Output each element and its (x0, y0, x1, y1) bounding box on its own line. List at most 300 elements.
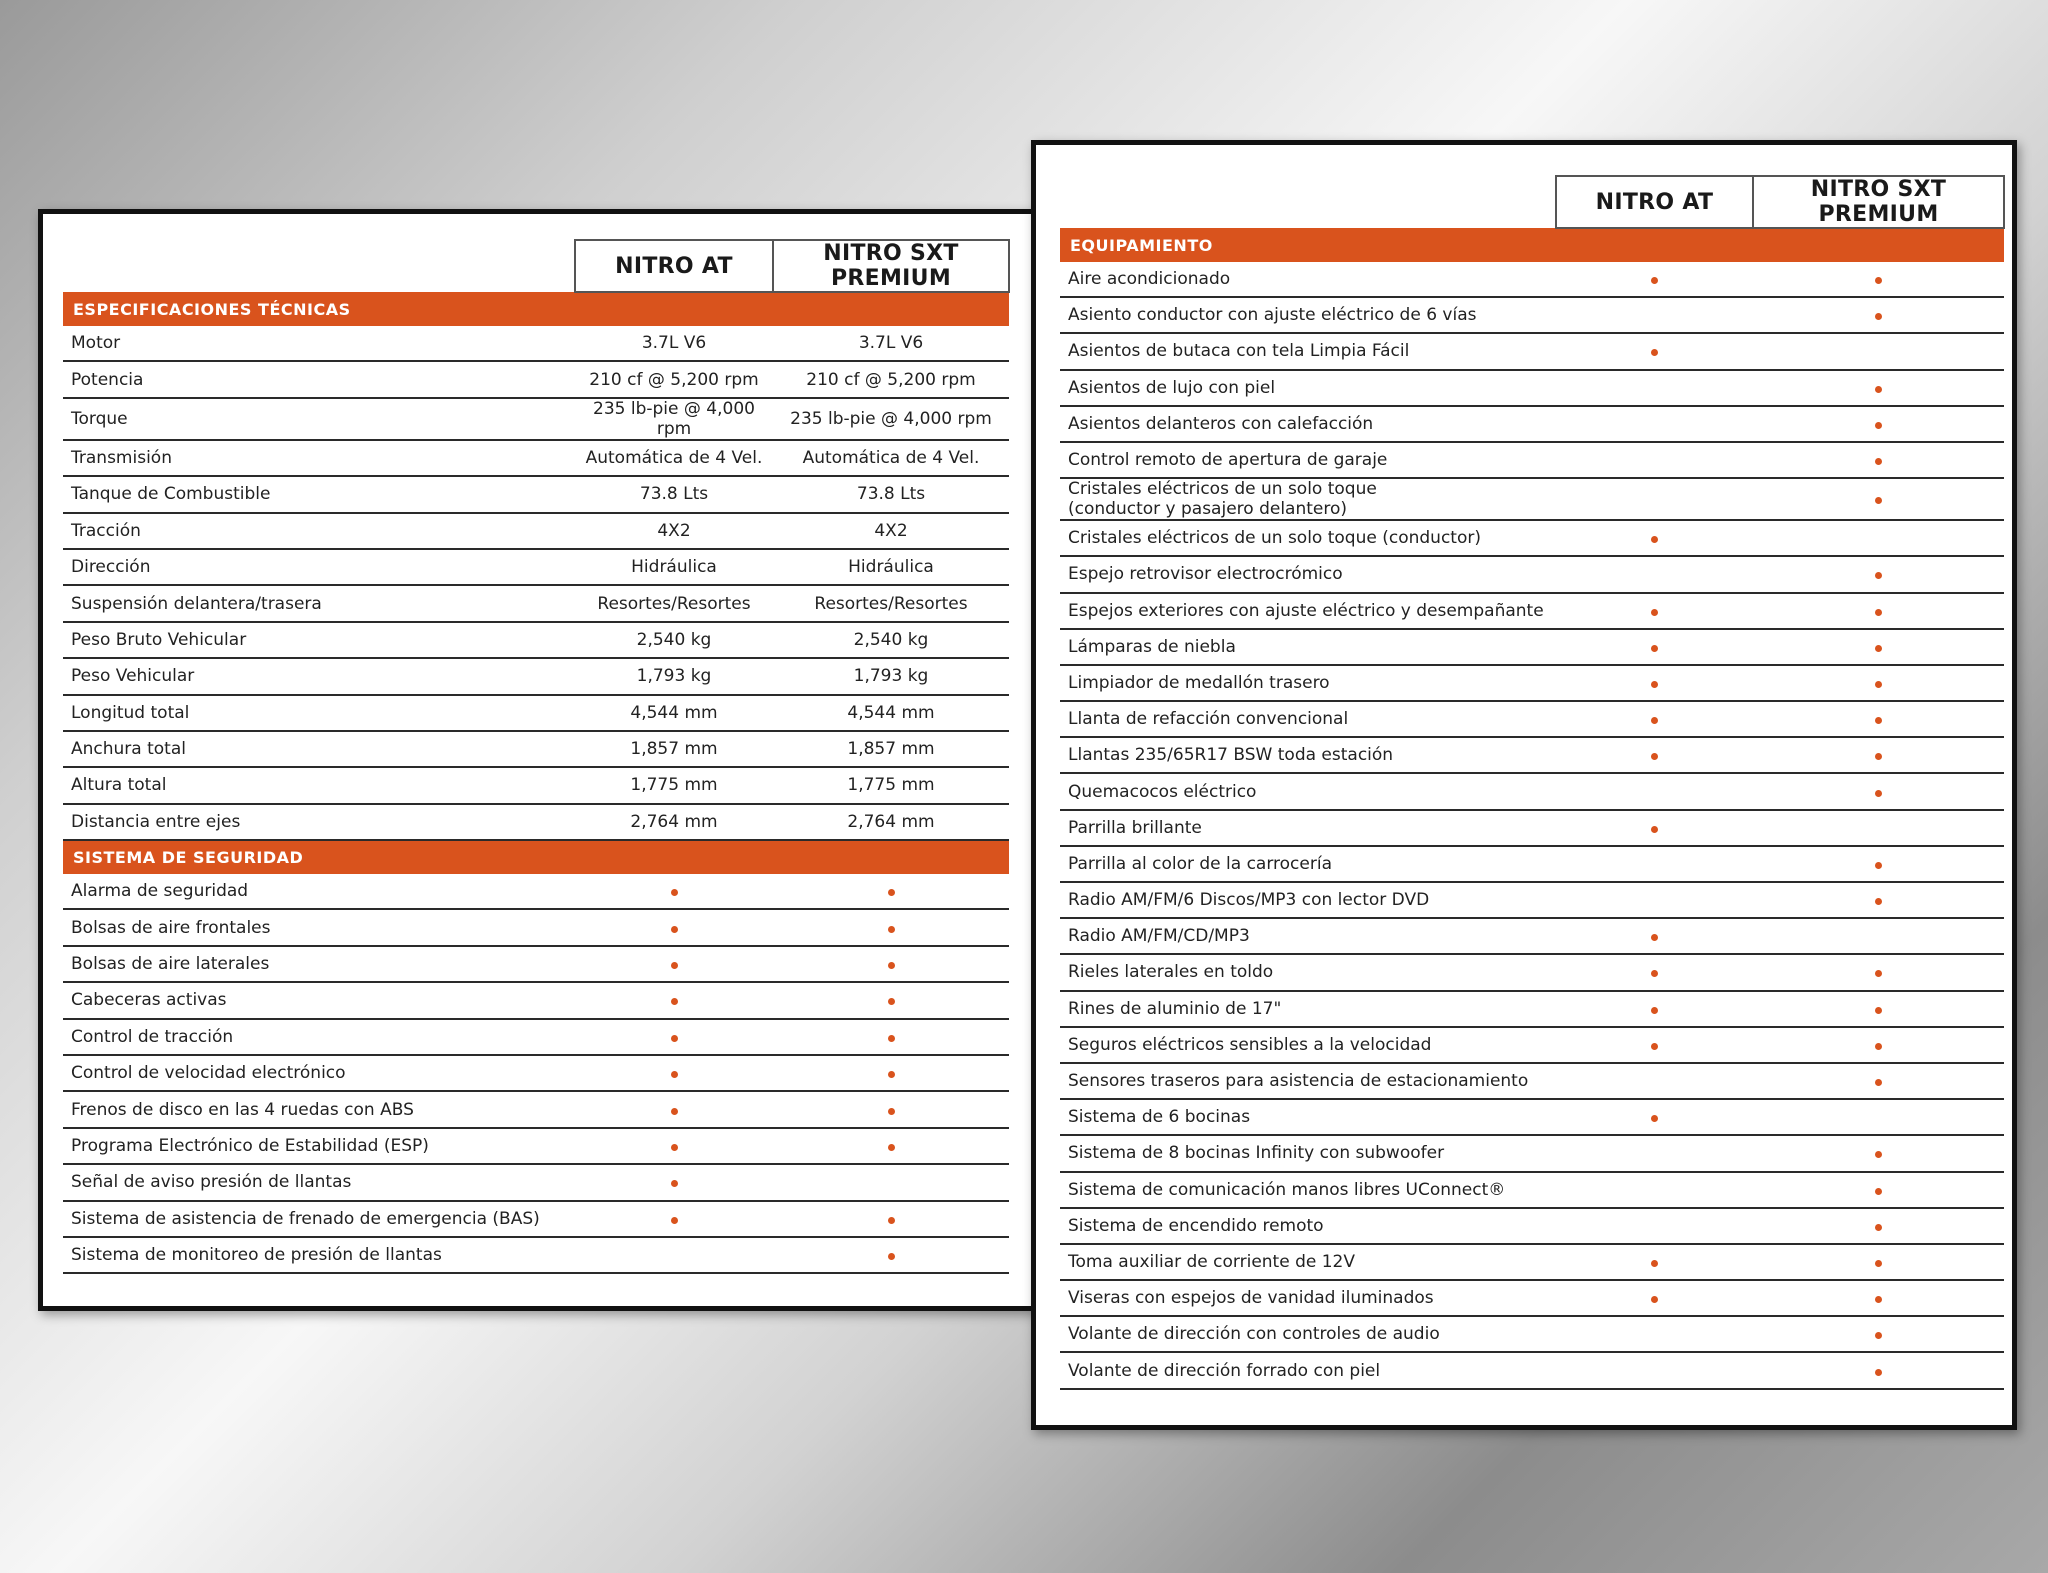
row-label: Asientos de lujo con piel (1060, 370, 1556, 406)
value-sxt: Automática de 4 Vel. (773, 440, 1009, 476)
feature-at (575, 1237, 773, 1273)
table-row (1060, 991, 2004, 1027)
included-bullet-icon (1651, 1296, 1658, 1303)
row-label: Parrilla al color de la carrocería (1060, 846, 1556, 882)
table-row (1060, 333, 2004, 369)
feature-at (1556, 593, 1753, 629)
feature-sxt (1753, 1208, 2004, 1244)
table-row (63, 695, 1009, 731)
table-row (63, 1164, 1009, 1200)
feature-at (1556, 1172, 1753, 1208)
feature-at (1556, 556, 1753, 592)
table-row (1060, 406, 2004, 442)
row-label: Sistema de asistencia de frenado de emergencia (BAS) (63, 1201, 575, 1237)
table-row (1060, 773, 2004, 809)
table-row (1060, 478, 2004, 520)
feature-at (575, 1055, 773, 1091)
row-label: Anchura total (63, 731, 575, 767)
included-bullet-icon (671, 1144, 678, 1151)
row-label: Tracción (63, 513, 575, 549)
value-sxt: Resortes/Resortes (773, 585, 1009, 621)
feature-sxt (1753, 1135, 2004, 1171)
value-at: 210 cf @ 5,200 rpm (575, 361, 773, 397)
included-bullet-icon (1875, 609, 1882, 616)
table-row (1060, 1063, 2004, 1099)
value-at: 4X2 (575, 513, 773, 549)
feature-at (1556, 701, 1753, 737)
feature-at (1556, 1063, 1753, 1099)
table-row (63, 804, 1009, 840)
row-label: Rines de aluminio de 17" (1060, 991, 1556, 1027)
included-bullet-icon (1651, 970, 1658, 977)
feature-at (1556, 773, 1753, 809)
row-label: Volante de dirección forrado con piel (1060, 1352, 1556, 1388)
feature-sxt (773, 874, 1009, 909)
feature-sxt (1753, 954, 2004, 990)
table-row (63, 398, 1009, 440)
table-row (1060, 262, 2004, 297)
included-bullet-icon (1875, 572, 1882, 579)
table-row (63, 513, 1009, 549)
row-label: Suspensión delantera/trasera (63, 585, 575, 621)
row-label: Altura total (63, 767, 575, 803)
table-row (1060, 593, 2004, 629)
feature-sxt (773, 1201, 1009, 1237)
value-sxt: 4,544 mm (773, 695, 1009, 731)
row-label: Peso Bruto Vehicular (63, 622, 575, 658)
included-bullet-icon (1651, 609, 1658, 616)
feature-at (1556, 918, 1753, 954)
table-row (1060, 954, 2004, 990)
table-row (63, 1019, 1009, 1055)
included-bullet-icon (1875, 1224, 1882, 1231)
column-header-nitro-sxt-premium: NITRO SXT PREMIUM (773, 240, 1009, 292)
included-bullet-icon (1875, 422, 1882, 429)
included-bullet-icon (1651, 536, 1658, 543)
feature-at (1556, 1099, 1753, 1135)
value-at: 3.7L V6 (575, 326, 773, 361)
value-at: Resortes/Resortes (575, 585, 773, 621)
included-bullet-icon (671, 1217, 678, 1224)
included-bullet-icon (1875, 1369, 1882, 1376)
table-row (1060, 737, 2004, 773)
table-row (1060, 1316, 2004, 1352)
included-bullet-icon (1875, 458, 1882, 465)
included-bullet-icon (1875, 898, 1882, 905)
included-bullet-icon (1875, 862, 1882, 869)
table-row (1060, 810, 2004, 846)
included-bullet-icon (671, 1180, 678, 1187)
value-sxt: 3.7L V6 (773, 326, 1009, 361)
feature-sxt (1753, 1099, 2004, 1135)
table-row (1060, 665, 2004, 701)
row-label: Dirección (63, 549, 575, 585)
table-row (63, 440, 1009, 476)
row-label: Limpiador de medallón trasero (1060, 665, 1556, 701)
included-bullet-icon (1875, 497, 1882, 504)
value-at: 2,764 mm (575, 804, 773, 840)
included-bullet-icon (1875, 717, 1882, 724)
included-bullet-icon (1651, 934, 1658, 941)
table-row (1060, 297, 2004, 333)
included-bullet-icon (888, 998, 895, 1005)
row-label: Potencia (63, 361, 575, 397)
feature-sxt (1753, 1244, 2004, 1280)
included-bullet-icon (671, 889, 678, 896)
included-bullet-icon (1875, 1079, 1882, 1086)
included-bullet-icon (1875, 386, 1882, 393)
column-header-nitro-at: NITRO AT (1556, 176, 1753, 228)
included-bullet-icon (1651, 1043, 1658, 1050)
table-row (1060, 918, 2004, 954)
included-bullet-icon (1875, 645, 1882, 652)
row-label: Radio AM/FM/CD/MP3 (1060, 918, 1556, 954)
feature-sxt (773, 1128, 1009, 1164)
value-at: 4,544 mm (575, 695, 773, 731)
equipment-table (1060, 175, 2005, 1390)
value-at: 2,540 kg (575, 622, 773, 658)
feature-sxt (1753, 1063, 2004, 1099)
feature-at (1556, 1135, 1753, 1171)
table-row (63, 476, 1009, 512)
row-label: Sensores traseros para asistencia de estacionamiento (1060, 1063, 1556, 1099)
feature-at (1556, 1280, 1753, 1316)
included-bullet-icon (888, 962, 895, 969)
table-row (1060, 1352, 2004, 1388)
row-label: Rieles laterales en toldo (1060, 954, 1556, 990)
table-row (63, 658, 1009, 694)
feature-at (1556, 333, 1753, 369)
feature-sxt (1753, 918, 2004, 954)
table-row (63, 1128, 1009, 1164)
equipment-panel (1031, 140, 2017, 1430)
table-row (1060, 1099, 2004, 1135)
included-bullet-icon (1875, 277, 1882, 284)
feature-sxt (1753, 665, 2004, 701)
included-bullet-icon (671, 926, 678, 933)
feature-at (575, 1201, 773, 1237)
table-row (1060, 520, 2004, 556)
included-bullet-icon (888, 1108, 895, 1115)
included-bullet-icon (1875, 1151, 1882, 1158)
table-row (63, 982, 1009, 1018)
feature-sxt (773, 909, 1009, 945)
row-label: Espejo retrovisor electrocrómico (1060, 556, 1556, 592)
feature-sxt (773, 982, 1009, 1018)
feature-at (1556, 1244, 1753, 1280)
feature-at (1556, 370, 1753, 406)
feature-at (1556, 737, 1753, 773)
included-bullet-icon (1875, 1296, 1882, 1303)
table-row (1060, 556, 2004, 592)
included-bullet-icon (1875, 1043, 1882, 1050)
feature-at (575, 1091, 773, 1127)
included-bullet-icon (1651, 1260, 1658, 1267)
row-label: Motor (63, 326, 575, 361)
included-bullet-icon (888, 1071, 895, 1078)
feature-at (1556, 1316, 1753, 1352)
feature-sxt (1753, 442, 2004, 478)
table-row (1060, 1280, 2004, 1316)
included-bullet-icon (1875, 753, 1882, 760)
feature-at (1556, 810, 1753, 846)
table-row (63, 767, 1009, 803)
table-row (1060, 1135, 2004, 1171)
included-bullet-icon (1651, 826, 1658, 833)
feature-at (1556, 406, 1753, 442)
table-row (63, 585, 1009, 621)
row-label: Sistema de encendido remoto (1060, 1208, 1556, 1244)
value-sxt: 4X2 (773, 513, 1009, 549)
included-bullet-icon (888, 1217, 895, 1224)
value-sxt: 235 lb-pie @ 4,000 rpm (773, 398, 1009, 440)
row-label: Quemacocos eléctrico (1060, 773, 1556, 809)
table-row (1060, 442, 2004, 478)
section-header-security (63, 840, 1009, 874)
table-row (63, 326, 1009, 361)
included-bullet-icon (1875, 681, 1882, 688)
feature-sxt (1753, 1027, 2004, 1063)
value-at: 1,857 mm (575, 731, 773, 767)
included-bullet-icon (888, 1035, 895, 1042)
row-label: Viseras con espejos de vanidad iluminados (1060, 1280, 1556, 1316)
row-label: Señal de aviso presión de llantas (63, 1164, 575, 1200)
row-label: Cristales eléctricos de un solo toque (conductor y pasajero delantero) (1060, 478, 1556, 520)
table-row (1060, 1172, 2004, 1208)
value-sxt: 210 cf @ 5,200 rpm (773, 361, 1009, 397)
section-header-specs (63, 292, 1009, 326)
included-bullet-icon (1875, 1007, 1882, 1014)
included-bullet-icon (671, 1071, 678, 1078)
specs-table (63, 239, 1010, 1274)
feature-sxt (1753, 846, 2004, 882)
table-row (1060, 370, 2004, 406)
value-sxt: Hidráulica (773, 549, 1009, 585)
row-label: Seguros eléctricos sensibles a la velocidad (1060, 1027, 1556, 1063)
value-at: 235 lb-pie @ 4,000 rpm (575, 398, 773, 440)
row-label: Sistema de comunicación manos libres UConnect® (1060, 1172, 1556, 1208)
row-label: Lámparas de niebla (1060, 629, 1556, 665)
row-label: Programa Electrónico de Estabilidad (ESP) (63, 1128, 575, 1164)
row-label: Distancia entre ejes (63, 804, 575, 840)
value-sxt: 1,793 kg (773, 658, 1009, 694)
included-bullet-icon (1651, 1007, 1658, 1014)
table-row (63, 1091, 1009, 1127)
value-at: 1,775 mm (575, 767, 773, 803)
section-title: SISTEMA DE SEGURIDAD (63, 840, 1009, 874)
included-bullet-icon (671, 1108, 678, 1115)
feature-at (575, 1164, 773, 1200)
column-header-row (63, 240, 1009, 292)
feature-at (1556, 882, 1753, 918)
included-bullet-icon (1651, 753, 1658, 760)
feature-at (1556, 954, 1753, 990)
feature-sxt (1753, 1352, 2004, 1388)
table-row (63, 622, 1009, 658)
feature-sxt (1753, 882, 2004, 918)
value-sxt: 2,540 kg (773, 622, 1009, 658)
included-bullet-icon (888, 1144, 895, 1151)
feature-sxt (1753, 297, 2004, 333)
included-bullet-icon (1651, 645, 1658, 652)
row-label: Control remoto de apertura de garaje (1060, 442, 1556, 478)
feature-sxt (1753, 262, 2004, 297)
table-row (63, 549, 1009, 585)
feature-at (1556, 520, 1753, 556)
feature-at (575, 982, 773, 1018)
table-row (63, 874, 1009, 909)
specs-panel (38, 209, 1036, 1311)
table-row (1060, 1244, 2004, 1280)
value-sxt: 2,764 mm (773, 804, 1009, 840)
feature-sxt (773, 1164, 1009, 1200)
feature-at (1556, 665, 1753, 701)
included-bullet-icon (1651, 717, 1658, 724)
table-row (63, 361, 1009, 397)
value-at: Hidráulica (575, 549, 773, 585)
row-label: Volante de dirección con controles de audio (1060, 1316, 1556, 1352)
included-bullet-icon (1651, 681, 1658, 688)
row-label: Espejos exteriores con ajuste eléctrico y desempañante (1060, 593, 1556, 629)
feature-at (1556, 1208, 1753, 1244)
feature-sxt (1753, 1280, 2004, 1316)
included-bullet-icon (888, 889, 895, 896)
included-bullet-icon (1875, 790, 1882, 797)
feature-at (1556, 846, 1753, 882)
feature-at (1556, 1027, 1753, 1063)
row-label: Cabeceras activas (63, 982, 575, 1018)
feature-at (1556, 297, 1753, 333)
included-bullet-icon (1875, 1332, 1882, 1339)
feature-sxt (1753, 520, 2004, 556)
feature-at (575, 1128, 773, 1164)
feature-sxt (773, 1019, 1009, 1055)
table-row (63, 946, 1009, 982)
feature-sxt (1753, 773, 2004, 809)
table-row (63, 731, 1009, 767)
column-header-nitro-at: NITRO AT (575, 240, 773, 292)
feature-sxt (1753, 701, 2004, 737)
value-sxt: 1,775 mm (773, 767, 1009, 803)
section-header-equipment (1060, 228, 2004, 262)
table-row (1060, 1027, 2004, 1063)
row-label: Sistema de monitoreo de presión de llantas (63, 1237, 575, 1273)
feature-sxt (773, 1237, 1009, 1273)
feature-sxt (1753, 556, 2004, 592)
feature-sxt (1753, 629, 2004, 665)
value-sxt: 1,857 mm (773, 731, 1009, 767)
section-title: ESPECIFICACIONES TÉCNICAS (63, 292, 1009, 326)
included-bullet-icon (671, 1035, 678, 1042)
column-header-nitro-sxt-premium: NITRO SXT PREMIUM (1753, 176, 2004, 228)
included-bullet-icon (1651, 277, 1658, 284)
row-label: Bolsas de aire laterales (63, 946, 575, 982)
row-label: Control de tracción (63, 1019, 575, 1055)
row-label: Sistema de 6 bocinas (1060, 1099, 1556, 1135)
column-header-row (1060, 176, 2004, 228)
feature-sxt (1753, 593, 2004, 629)
feature-sxt (773, 1055, 1009, 1091)
value-sxt: 73.8 Lts (773, 476, 1009, 512)
feature-at (1556, 629, 1753, 665)
feature-sxt (773, 1091, 1009, 1127)
included-bullet-icon (888, 926, 895, 933)
row-label: Longitud total (63, 695, 575, 731)
feature-at (1556, 1352, 1753, 1388)
row-label: Frenos de disco en las 4 ruedas con ABS (63, 1091, 575, 1127)
row-label: Cristales eléctricos de un solo toque (conductor) (1060, 520, 1556, 556)
included-bullet-icon (1875, 970, 1882, 977)
row-label: Asiento conductor con ajuste eléctrico de 6 vías (1060, 297, 1556, 333)
row-label: Peso Vehicular (63, 658, 575, 694)
table-row (1060, 629, 2004, 665)
table-row (1060, 701, 2004, 737)
row-label: Llantas 235/65R17 BSW toda estación (1060, 737, 1556, 773)
feature-sxt (1753, 406, 2004, 442)
feature-at (575, 1019, 773, 1055)
included-bullet-icon (1875, 1260, 1882, 1267)
included-bullet-icon (1875, 1188, 1882, 1195)
table-row (1060, 882, 2004, 918)
feature-sxt (1753, 810, 2004, 846)
table-row (63, 1055, 1009, 1091)
value-at: 73.8 Lts (575, 476, 773, 512)
feature-sxt (1753, 333, 2004, 369)
row-label: Sistema de 8 bocinas Infinity con subwoofer (1060, 1135, 1556, 1171)
included-bullet-icon (1651, 1115, 1658, 1122)
section-title: EQUIPAMIENTO (1060, 228, 2004, 262)
included-bullet-icon (671, 998, 678, 1005)
row-label: Bolsas de aire frontales (63, 909, 575, 945)
value-at: 1,793 kg (575, 658, 773, 694)
table-row (63, 909, 1009, 945)
feature-at (1556, 991, 1753, 1027)
feature-at (575, 909, 773, 945)
included-bullet-icon (1651, 349, 1658, 356)
row-label: Asientos de butaca con tela Limpia Fácil (1060, 333, 1556, 369)
row-label: Toma auxiliar de corriente de 12V (1060, 1244, 1556, 1280)
included-bullet-icon (671, 962, 678, 969)
feature-sxt (1753, 991, 2004, 1027)
feature-at (575, 946, 773, 982)
row-label: Control de velocidad electrónico (63, 1055, 575, 1091)
feature-at (1556, 262, 1753, 297)
row-label: Llanta de refacción convencional (1060, 701, 1556, 737)
feature-sxt (1753, 1316, 2004, 1352)
included-bullet-icon (888, 1253, 895, 1260)
row-label: Radio AM/FM/6 Discos/MP3 con lector DVD (1060, 882, 1556, 918)
row-label: Aire acondicionado (1060, 262, 1556, 297)
feature-sxt (1753, 1172, 2004, 1208)
row-label: Torque (63, 398, 575, 440)
row-label: Transmisión (63, 440, 575, 476)
row-label: Asientos delanteros con calefacción (1060, 406, 1556, 442)
table-row (1060, 846, 2004, 882)
feature-at (1556, 478, 1753, 520)
feature-sxt (1753, 737, 2004, 773)
table-row (63, 1237, 1009, 1273)
row-label: Tanque de Combustible (63, 476, 575, 512)
feature-sxt (1753, 370, 2004, 406)
feature-sxt (1753, 478, 2004, 520)
feature-sxt (773, 946, 1009, 982)
value-at: Automática de 4 Vel. (575, 440, 773, 476)
row-label: Parrilla brillante (1060, 810, 1556, 846)
table-row (1060, 1208, 2004, 1244)
feature-at (1556, 442, 1753, 478)
table-row (63, 1201, 1009, 1237)
feature-at (575, 874, 773, 909)
